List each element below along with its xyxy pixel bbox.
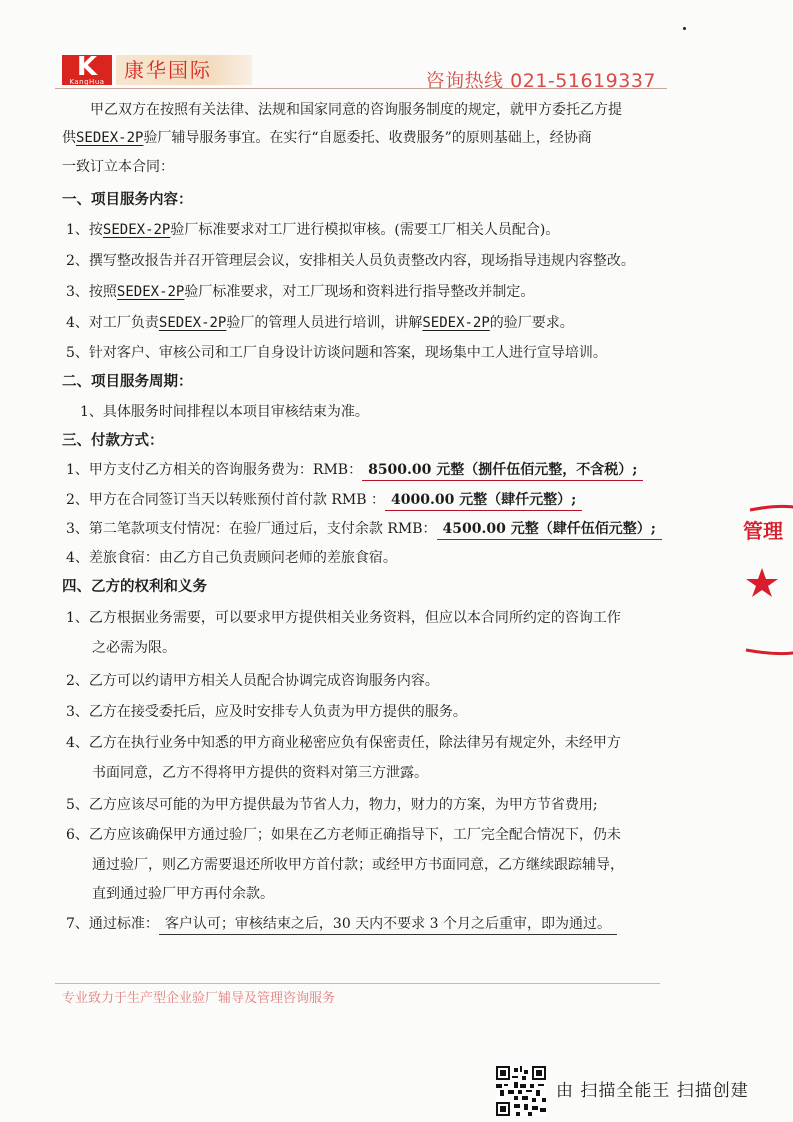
intro-line-1: 甲乙双方在按照有关法律、法规和国家同意的咨询服务制度的规定，就甲方委托乙方提	[90, 102, 622, 118]
company-logo	[62, 52, 252, 86]
section-1-item-1	[66, 220, 559, 240]
section-4-item-6-cont-2: 直到通过验厂甲方再付余款。	[92, 886, 274, 902]
item-text: 2、甲方在合同签订当天以转账预付首付款 RMB ：	[66, 492, 385, 508]
logo-mark	[62, 52, 112, 86]
section-4-item-5: 5、乙方应该尽可能的为甲方提供最为节省人力，物力，财力的方案，为甲方节省费用;	[66, 797, 598, 813]
item-text: 3、第二笔款项支付情况：在验厂通过后，支付余款 RMB：	[66, 521, 437, 537]
item-text: 验厂的管理人员进行培训，讲解	[226, 315, 423, 331]
logo-company-name: 康华国际	[116, 55, 252, 85]
intro-line-2	[62, 128, 592, 148]
payment-amount: 4000.00 元整（肆仟元整）;	[385, 490, 582, 511]
section-3-item-2	[66, 490, 582, 511]
header-divider	[55, 88, 667, 89]
intro-text: 供	[62, 130, 76, 146]
section-4-item-1-cont: 之必需为限。	[92, 640, 176, 656]
section-1-item-3	[66, 282, 534, 302]
section-4-item-4-cont: 书面同意，乙方不得将甲方提供的资料对第三方泄露。	[92, 765, 428, 781]
intro-text: 验厂辅导服务事宜。在实行“自愿委托、收费服务”的原则基础上，经协商	[143, 130, 592, 146]
item-text: 1、甲方支付乙方相关的咨询服务费为：RMB：	[66, 462, 363, 478]
standard-name: SEDEX-2P	[158, 315, 227, 331]
section-2-item-1: 1、具体服务时间排程以本项目审核结束为准。	[80, 404, 369, 420]
section-4-item-2: 2、乙方可以约请甲方相关人员配合协调完成咨询服务内容。	[66, 673, 439, 689]
standard-name: SEDEX-2P	[422, 315, 490, 331]
payment-amount: 8500.00 元整（捌仟伍佰元整，不含税）;	[362, 460, 643, 481]
item-text: 验厂标准要求对工厂进行模拟审核。(需要工厂相关人员配合)。	[170, 222, 560, 238]
section-1-item-4	[66, 313, 574, 333]
section-4-item-3: 3、乙方在接受委托后，应及时安排专人负责为甲方提供的服务。	[66, 704, 467, 720]
item-text: 3、按照	[66, 284, 117, 300]
hotline-text: 咨询热线 021-51619337	[425, 70, 656, 92]
intro-line-3: 一致订立本合同：	[62, 159, 174, 175]
section-2-title: 二、项目服务周期：	[62, 373, 193, 390]
seal-text: 管理	[743, 519, 783, 543]
item-text: 的验厂要求。	[489, 315, 574, 331]
seal-star-icon	[746, 568, 778, 597]
qr-code-icon	[496, 1066, 546, 1116]
section-3-item-4: 4、差旅食宿：由乙方自己负责顾问老师的差旅食宿。	[66, 550, 397, 566]
section-4-item-7	[66, 914, 617, 935]
section-4-item-1: 1、乙方根据业务需要，可以要求甲方提供相关业务资料，但应以本合同所约定的咨询工作	[66, 610, 621, 626]
section-4-item-4: 4、乙方在执行业务中知悉的甲方商业秘密应负有保密责任，除法律另有规定外，未经甲方	[66, 735, 621, 751]
service-name: SEDEX-2P	[76, 130, 144, 146]
pass-criteria: 客户认可；审核结束之后，30 天内不要求 3 个月之后重审，即为通过。	[159, 914, 617, 935]
scanner-watermark: 由 扫描全能王 扫描创建	[556, 1081, 749, 1101]
footer-divider	[55, 983, 660, 984]
section-3-title: 三、付款方式：	[62, 432, 164, 449]
item-text: 7、通过标准：	[66, 916, 159, 932]
item-text: 1、按	[66, 222, 103, 238]
payment-amount: 4500.00 元整（肆仟伍佰元整）;	[437, 519, 662, 540]
item-text: 验厂标准要求，对工厂现场和资料进行指导整改并制定。	[184, 284, 535, 300]
standard-name: SEDEX-2P	[102, 222, 171, 238]
company-seal	[740, 500, 793, 660]
section-3-item-3	[66, 519, 662, 540]
section-4-item-6-cont-1: 通过验厂，则乙方需要退还所收甲方首付款；或经甲方书面同意，乙方继续跟踪辅导，	[92, 857, 624, 873]
standard-name: SEDEX-2P	[116, 284, 185, 300]
section-4-title: 四、乙方的权利和义务	[62, 578, 207, 595]
item-text: 4、对工厂负责	[66, 315, 159, 331]
logo-subtitle: KangHua	[69, 78, 105, 86]
logo-letter: K	[76, 52, 98, 82]
section-1-item-2: 2、撰写整改报告并召开管理层会议，安排相关人员负责整改内容，现场指导违规内容整改。	[66, 253, 635, 269]
section-1-item-5: 5、针对客户、审核公司和工厂自身设计访谈问题和答案，现场集中工人进行宣导培训。	[66, 345, 607, 361]
section-1-title: 一、项目服务内容：	[62, 191, 193, 208]
section-3-item-1	[66, 460, 643, 481]
section-4-item-6: 6、乙方应该确保甲方通过验厂；如果在乙方老师正确指导下，工厂完全配合情况下，仍未	[66, 827, 621, 843]
scan-speck	[683, 27, 686, 30]
footer-slogan: 专业致力于生产型企业验厂辅导及管理咨询服务	[62, 991, 336, 1006]
